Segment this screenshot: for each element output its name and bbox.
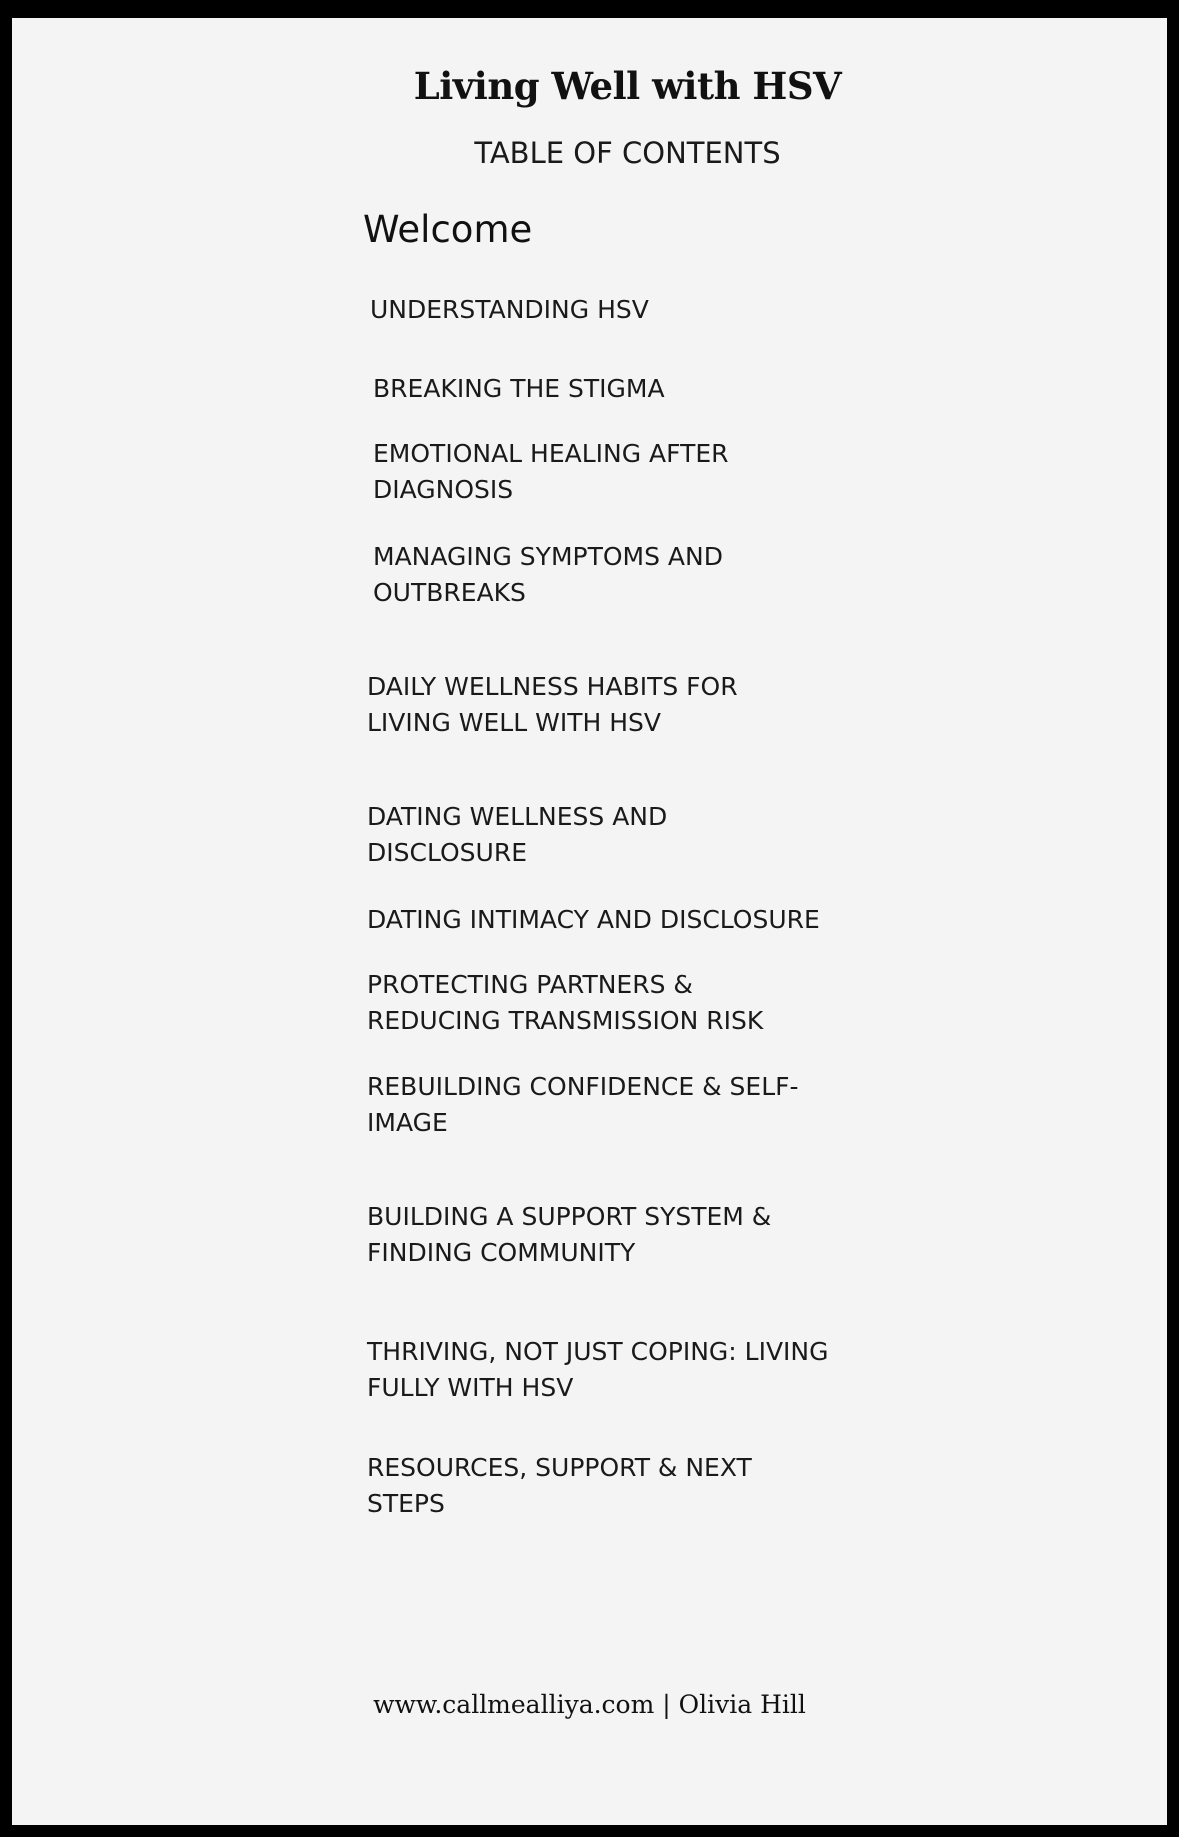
toc-entry-emotional-healing: EMOTIONAL HEALING AFTER DIAGNOSIS <box>373 439 729 504</box>
document-page <box>12 18 1167 1825</box>
document-title: Living Well with HSV <box>413 64 842 108</box>
toc-entry-managing-symptoms: MANAGING SYMPTOMS AND OUTBREAKS <box>373 542 723 607</box>
toc-entry-protecting-partners: PROTECTING PARTNERS & REDUCING TRANSMISSION RISK <box>367 970 764 1035</box>
toc-entry-thriving: THRIVING, NOT JUST COPING: LIVING FULLY WITH HSV <box>367 1337 829 1402</box>
toc-entry-breaking-the-stigma: BREAKING THE STIGMA <box>373 374 665 403</box>
footer-credit: www.callmealliya.com | Olivia Hill <box>373 1690 806 1719</box>
toc-entry-understanding-hsv: UNDERSTANDING HSV <box>370 295 649 324</box>
toc-entry-welcome: Welcome <box>363 208 533 251</box>
toc-entry-rebuilding-confidence: REBUILDING CONFIDENCE & SELF- IMAGE <box>367 1072 799 1137</box>
toc-entry-dating-intimacy: DATING INTIMACY AND DISCLOSURE <box>367 905 820 934</box>
table-of-contents-heading: TABLE OF CONTENTS <box>474 136 781 170</box>
toc-entry-resources: RESOURCES, SUPPORT & NEXT STEPS <box>367 1453 752 1518</box>
toc-entry-support-system: BUILDING A SUPPORT SYSTEM & FINDING COMMUNITY <box>367 1202 772 1267</box>
toc-entry-daily-wellness-habits: DAILY WELLNESS HABITS FOR LIVING WELL WITH HSV <box>367 672 738 737</box>
toc-entry-dating-wellness: DATING WELLNESS AND DISCLOSURE <box>367 802 668 867</box>
